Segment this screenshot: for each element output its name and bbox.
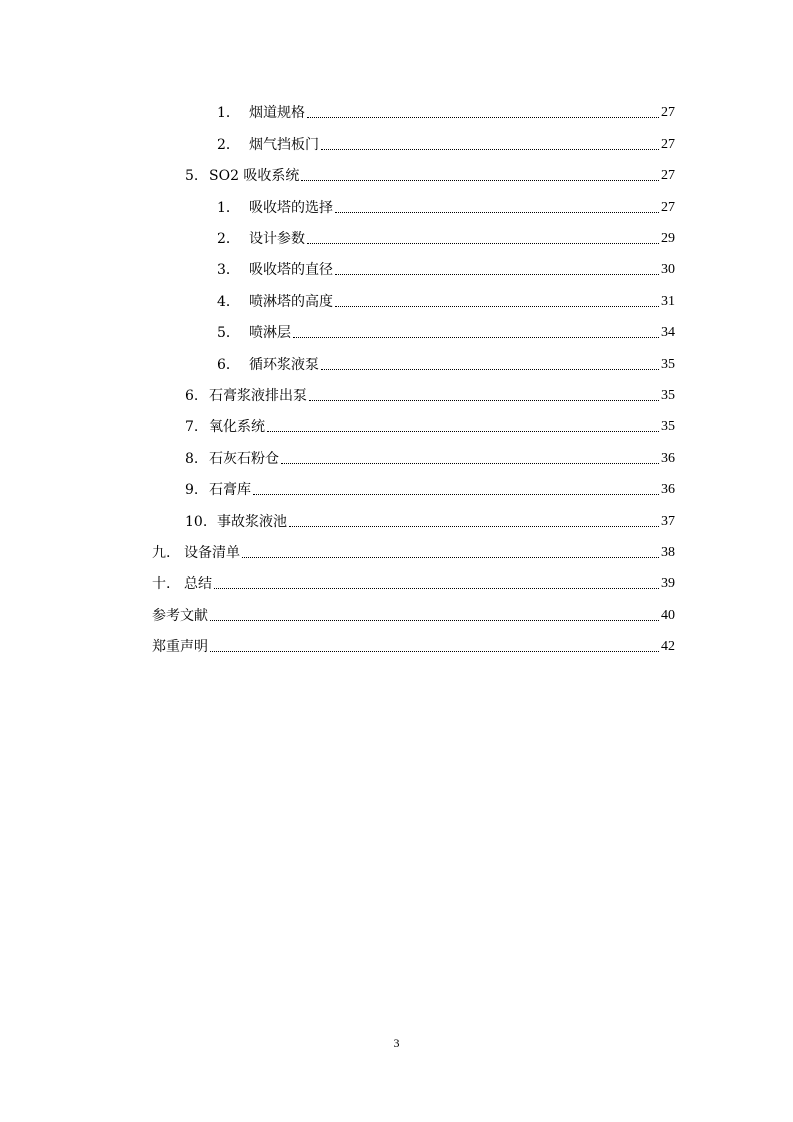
toc-entry-number: 3． (217, 262, 240, 278)
toc-entry-title: 喷淋塔的高度 (249, 294, 333, 310)
dot-leader (301, 180, 659, 181)
toc-entry-title: 吸收塔的选择 (249, 200, 333, 216)
toc-entry-title: 烟气挡板门 (249, 137, 319, 153)
toc-entry[interactable] (217, 226, 675, 248)
toc-entry-page: 27 (661, 168, 675, 183)
dot-leader (214, 588, 659, 589)
toc-entry-title: 石膏库 (209, 482, 251, 498)
toc-entry-page: 36 (661, 451, 675, 466)
toc-entry[interactable] (217, 352, 675, 374)
toc-entry-page: 27 (661, 105, 675, 120)
toc-entry-number: 8. (185, 451, 199, 467)
toc-entry-number: 2． (217, 137, 240, 153)
dot-leader (335, 306, 659, 307)
dot-leader (335, 212, 659, 213)
dot-leader (242, 557, 659, 558)
toc-entry[interactable] (185, 509, 675, 531)
toc-entry-page: 35 (661, 357, 675, 372)
toc-entry[interactable] (185, 446, 675, 468)
dot-leader (253, 494, 659, 495)
toc-entry-page: 30 (661, 262, 675, 277)
toc-entry-page: 42 (661, 639, 675, 654)
dot-leader (307, 243, 659, 244)
toc-entry[interactable] (217, 289, 675, 311)
toc-entry-page: 40 (661, 608, 675, 623)
dot-leader (210, 651, 659, 652)
toc-entry-title: 事故浆液池 (217, 514, 287, 530)
toc-entry-number: 6. (185, 388, 199, 404)
toc-entry-page: 38 (661, 545, 675, 560)
toc-entry[interactable] (185, 414, 675, 436)
toc-entry-number: 十. (152, 576, 171, 592)
toc-entry-number: 7. (185, 419, 199, 435)
toc-entry-title: 喷淋层 (249, 325, 291, 341)
toc-entry[interactable] (185, 383, 675, 405)
toc-entry[interactable] (217, 320, 675, 342)
dot-leader (289, 526, 659, 527)
dot-leader (335, 274, 659, 275)
toc-entry[interactable] (185, 163, 675, 185)
dot-leader (307, 117, 659, 118)
toc-entry-number: 5. (185, 168, 199, 184)
toc-entry-number: 1． (217, 200, 240, 216)
toc-entry-page: 34 (661, 325, 675, 340)
toc-entry-number: 九. (152, 545, 171, 561)
toc-entry-number: 2． (217, 231, 240, 247)
toc-entry-title: 郑重声明 (152, 639, 208, 655)
dot-leader (293, 337, 659, 338)
toc-entry-page: 37 (661, 514, 675, 529)
toc-entry-number: 9. (185, 482, 199, 498)
toc-entry-number: 5． (217, 325, 240, 341)
dot-leader (281, 463, 659, 464)
dot-leader (321, 149, 659, 150)
toc-entry[interactable] (152, 571, 675, 593)
toc-entry-title: 氧化系统 (209, 419, 265, 435)
toc-entry-number: 10. (185, 514, 208, 530)
toc-entry-page: 27 (661, 137, 675, 152)
toc-entry-title: 吸收塔的直径 (249, 262, 333, 278)
toc-entry-title: 烟道规格 (249, 105, 305, 121)
toc-entry-title: 石灰石粉仓 (209, 451, 279, 467)
dot-leader (321, 369, 659, 370)
toc-entry[interactable] (217, 132, 675, 154)
page-number: 3 (393, 1036, 400, 1050)
toc-entry[interactable] (217, 257, 675, 279)
toc-entry[interactable] (185, 477, 675, 499)
dot-leader (210, 620, 659, 621)
toc-entry[interactable] (152, 540, 675, 562)
toc-entry-page: 29 (661, 231, 675, 246)
toc-entry-title: SO2 吸收系统 (209, 168, 300, 184)
toc-entry-title: 循环浆液泵 (249, 357, 319, 373)
toc-entry-title: 设备清单 (184, 545, 240, 561)
toc-entry-page: 27 (661, 200, 675, 215)
toc-entry-title: 设计参数 (249, 231, 305, 247)
toc-entry-page: 39 (661, 576, 675, 591)
toc-entry-title: 石膏浆液排出泵 (209, 388, 307, 404)
toc-entry-page: 35 (661, 388, 675, 403)
toc-entry[interactable] (217, 100, 675, 122)
dot-leader (267, 431, 659, 432)
toc-entry-title: 参考文献 (152, 608, 208, 624)
toc-entry[interactable] (152, 603, 675, 625)
toc-entry-number: 6． (217, 357, 240, 373)
toc-entry-title: 总结 (184, 576, 212, 592)
toc-entry-page: 31 (661, 294, 675, 309)
toc-entry-number: 1． (217, 105, 240, 121)
toc-entry-number: 4． (217, 294, 240, 310)
toc-entry[interactable] (217, 195, 675, 217)
toc-entry[interactable] (152, 634, 675, 656)
toc-entry-page: 36 (661, 482, 675, 497)
dot-leader (309, 400, 659, 401)
toc-entry-page: 35 (661, 419, 675, 434)
